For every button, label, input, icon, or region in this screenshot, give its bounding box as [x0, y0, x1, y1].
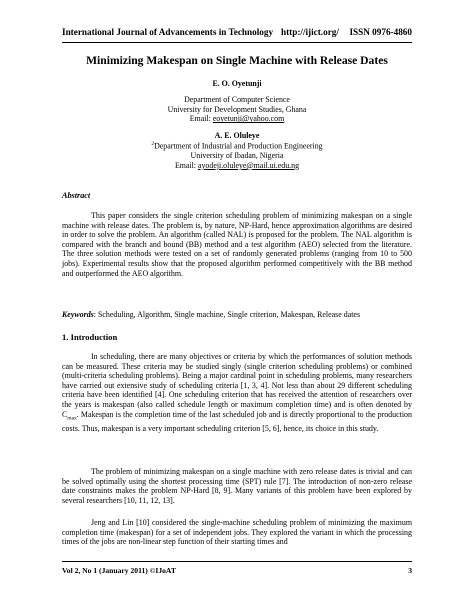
keywords-line: [62, 310, 412, 319]
paper-title: Minimizing Makespan on Single Machine with Release Dates: [86, 54, 388, 67]
journal-url[interactable]: http://ijict.org/: [281, 27, 339, 37]
page-number: 3: [408, 566, 412, 575]
journal-issn: ISSN 0976-4860: [349, 27, 412, 37]
section-heading-introduction: 1. Introduction: [62, 332, 118, 342]
author2-email-label: Email:: [174, 160, 196, 170]
author1-email-label: Email:: [189, 114, 211, 124]
abstract-text: This paper considers the single criterion scheduling problem of minimizing makespan on a single machine with release dates. The problem is, by nature, NP-Hard, hence approximation algorithms are desired in order to solve the problem. An algorithm (called NAL) is proposed for the problem. The NAL algorithm is compared with the branch and bound (BB) method and a test algorithm (AEO) selected from the literature. The three solution methods were tested on a set of randomly generated problems (ranging from 10 to 500 jobs). Experimental results show that the proposed algorithm performed competitively with the BB method and outperformed the AEO algorithm.: [62, 211, 412, 278]
author1-email-line: [62, 114, 412, 123]
footer-volume: Vol 2, No 1 (January 2011) ©IJoAT: [62, 566, 176, 575]
author2-block: [62, 131, 412, 170]
intro-p1-part-b: . Makespan is the completion time of the last scheduled job and is directly proportional to the production costs. Thus, makespan is a very important scheduling criterion [5, 6], hence, its choice in this study.: [62, 409, 412, 433]
author2-email-link[interactable]: ayodeji.oluleye@mail.ui.edu.ng: [197, 160, 300, 170]
author2-inst: University of Ibadan, Nigeria: [190, 151, 284, 161]
journal-name: International Journal of Advancements in Technology: [62, 27, 274, 37]
author2-dept: Department of Industrial and Production Engineering: [154, 142, 323, 152]
intro-p1-part-a: In scheduling, there are many objectives or criteria by which the performances of solution methods can be measured. These criteria may be studied singly (single criterion scheduling problems) or combined (multi-criteria scheduling problems). Being a major cardinal point in scheduling problems, many researchers have carried out extensive study of scheduling criteria [1, 3, 4]. Not less than about 29 different scheduling criteria have been identified [4]. One scheduling criterion that has received the attention of researchers over the years is makespan (also called schedule length or maximum completion time) and is often denoted by C: [62, 352, 412, 419]
author2-dept-line: [62, 140, 412, 151]
author1-email-link[interactable]: eoyetunji@yahoo.com: [212, 114, 285, 124]
author1-dept: Department of Computer Science: [184, 95, 290, 105]
running-header: [62, 27, 412, 37]
cmax-subscript: max: [67, 415, 77, 422]
header-rule: [62, 42, 412, 43]
author1-block: [62, 79, 412, 124]
page-footer: [62, 566, 412, 575]
author1-inst: University for Development Studies, Ghana: [167, 104, 307, 114]
intro-paragraph-2: The problem of minimizing makespan on a single machine with zero release dates is trivial and can be solved optimally using the shortest processing time (SPT) rule [7]. The introduction of non-zero release date constraints makes the problem NP-Hard [8, 9]. Many variants of this problem have been explored by several researchers [10, 11, 12, 13].: [62, 467, 412, 505]
author2-affil-mark: 2: [151, 141, 155, 148]
intro-paragraph-3: Jeng and Lin [10] considered the single-machine scheduling problem of minimizing the maximum completion time (makespan) for a set of independent jobs. They explored the variant in which the processing times of the jobs are non-linear step function of their starting times and: [62, 518, 412, 547]
keywords-text: : Scheduling, Algorithm, Single machine, Single criterion, Makespan, Release dates: [93, 310, 361, 319]
intro-paragraph-1: [62, 352, 412, 433]
author2-email-line: [62, 161, 412, 170]
abstract-heading: Abstract: [62, 191, 91, 200]
author1-name: E. O. Oyetunji: [212, 79, 262, 88]
author2-name: A. E. Oluleye: [214, 131, 260, 140]
keywords-label: Keywords: [62, 310, 94, 319]
footer-rule: [62, 561, 412, 562]
